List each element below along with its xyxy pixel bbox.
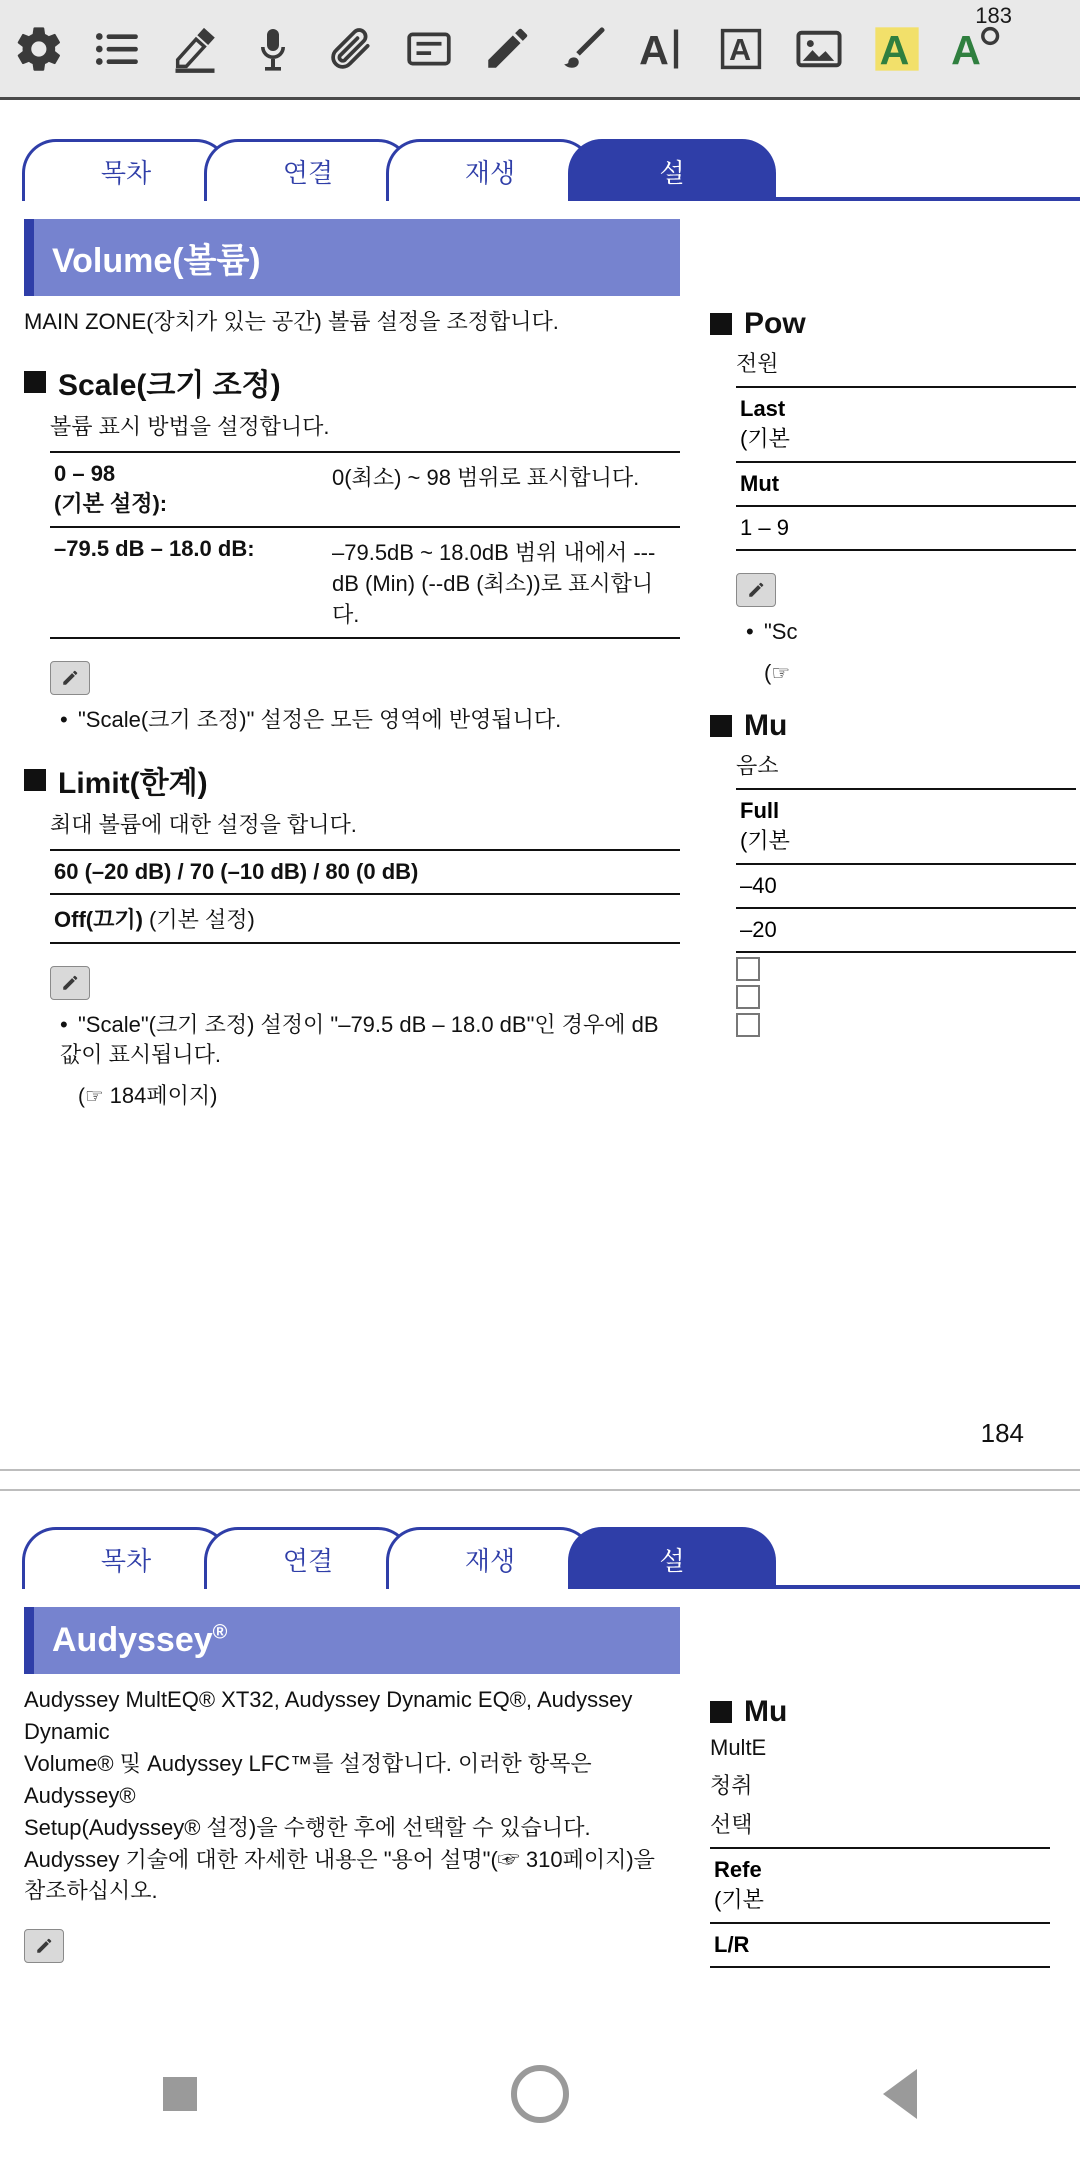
power-row2: Mut <box>736 462 1076 506</box>
tab-label: 연결 <box>282 1546 334 1577</box>
svg-text:A: A <box>951 26 981 73</box>
pencil-note-icon <box>50 661 90 695</box>
power-note <box>736 573 1080 689</box>
checkbox-1[interactable] <box>736 957 760 981</box>
scale-row2-key: –79.5 dB – 18.0 dB: <box>50 527 328 638</box>
heading-limit-label: Limit(한계) <box>58 766 208 800</box>
checkbox-3[interactable] <box>736 1013 760 1037</box>
heading-scale <box>24 360 680 404</box>
scale-note <box>50 661 680 736</box>
text-box-icon[interactable] <box>702 7 780 91</box>
table-row <box>710 1923 1050 1967</box>
list-icon[interactable] <box>78 7 156 91</box>
heading-mute <box>710 709 1080 743</box>
audyssey-intro-line-4: Audyssey 기술에 대한 자세한 내용은 "용어 설명"(☞ 310페이지)을 <box>24 1846 655 1872</box>
scale-row1-key <box>50 452 328 527</box>
pencil-note-icon <box>736 573 776 607</box>
power-note-text <box>746 617 1080 648</box>
android-navigation-bar <box>0 2028 1080 2160</box>
scale-row1-key-sub: (기본 설정) <box>54 490 160 516</box>
limit-note-line1: "Scale"(크기 조정) 설정이 "–79.5 dB – 18.0 dB"인 경우에 dB 값이 표시됩니다. <box>60 1011 659 1068</box>
heading-power <box>710 307 1080 341</box>
tab-connection[interactable] <box>204 139 412 201</box>
limit-row1-key: 60 (–20 dB) / 70 (–10 dB) / 80 (0 dB) <box>50 850 680 894</box>
power-row3: 1 – 9 <box>736 506 1076 550</box>
power-row1 <box>736 387 1076 462</box>
tab-playback-2[interactable] <box>386 1527 594 1589</box>
tab-label: 목차 <box>100 158 152 188</box>
document-page-185 <box>0 1509 1080 1969</box>
scale-options-table <box>50 451 680 639</box>
section-banner-audyssey <box>24 1607 680 1674</box>
audyssey-intro-line-1: Audyssey MultEQ® XT32, Audyssey Dynamic EQ®, Audyssey Dynamic <box>24 1687 633 1744</box>
limit-options-table <box>50 849 680 944</box>
scale-row1-value: 0(최소) ~ 98 범위로 표시합니다. <box>328 452 680 527</box>
heading-scale-label: Scale(크기 조정) <box>58 368 281 402</box>
image-icon[interactable] <box>780 7 858 91</box>
pencil-note-icon <box>50 966 90 1000</box>
table-row <box>50 894 680 943</box>
tab-label: 설 <box>659 158 685 188</box>
page-right-column <box>700 201 1080 1418</box>
document-page-184 <box>0 121 1080 1469</box>
section-banner-volume: Volume(볼륨) <box>24 219 680 296</box>
table-row <box>736 789 1076 864</box>
mute-options-table <box>736 788 1076 953</box>
tab-label: 연결 <box>282 158 334 188</box>
multeq-row2: L/R <box>710 1923 1050 1967</box>
volume-intro-text: MAIN ZONE(장치가 있는 공간) 볼륨 설정을 조정합니다. <box>24 309 559 334</box>
square-bullet-icon <box>24 769 46 791</box>
limit-row2-key-main: Off(끄기) <box>54 906 143 932</box>
page-tabs <box>0 121 1080 201</box>
right-col-spacer-2 <box>710 1589 1080 1675</box>
banner-label: Audyssey <box>52 1621 213 1660</box>
power-row1-key: Last <box>740 396 786 421</box>
scale-desc: 볼륨 표시 방법을 설정합니다. <box>50 413 330 439</box>
page-left-column <box>0 201 700 1418</box>
highlighter-icon[interactable] <box>156 7 234 91</box>
limit-note-ref <box>78 1081 680 1112</box>
square-bullet-icon <box>710 1701 732 1723</box>
power-desc: 전원 <box>736 351 779 376</box>
tab-playback[interactable] <box>386 139 594 201</box>
heading-multeq <box>710 1695 1080 1729</box>
table-row <box>50 850 680 894</box>
svg-text:A: A <box>729 33 751 67</box>
multeq-line-2: 청취 <box>710 1773 753 1799</box>
scale-note-label: "Scale(크기 조정)" 설정은 모든 영역에 반영됩니다. <box>78 706 562 732</box>
text-highlight-icon[interactable] <box>858 7 936 91</box>
svg-text:A: A <box>639 26 669 73</box>
tab-settings[interactable] <box>568 139 776 201</box>
text-style-icon[interactable] <box>936 2 1014 91</box>
audyssey-intro-line-2: Volume® 및 Audyssey LFC™를 설정합니다. 이러한 항목은 Audyssey® <box>24 1750 592 1808</box>
tab-toc[interactable] <box>22 139 230 201</box>
settings-gear-icon[interactable] <box>0 7 78 91</box>
tab-connection-2[interactable] <box>204 1527 412 1589</box>
square-bullet-icon <box>710 313 732 335</box>
page-separator <box>0 1469 1080 1491</box>
table-row <box>736 864 1076 908</box>
mute-row1-sub: (기본 <box>740 827 790 853</box>
power-options-table <box>736 386 1076 551</box>
limit-row2-key <box>50 894 680 943</box>
tab-label: 재생 <box>464 1546 516 1577</box>
table-row <box>50 452 680 527</box>
attachment-icon[interactable] <box>312 7 390 91</box>
table-row <box>736 462 1076 506</box>
pointing-hand-icon: (☞ <box>78 1085 110 1109</box>
limit-row2-key-sub: (기본 설정) <box>142 906 255 932</box>
right-col-spacer <box>710 201 1080 287</box>
multeq-line-3: 선택 <box>710 1812 753 1838</box>
bullet-dot: • <box>60 706 68 732</box>
brush-icon[interactable] <box>546 7 624 91</box>
page-tabs-2 <box>0 1509 1080 1589</box>
checkbox-2[interactable] <box>736 985 760 1009</box>
mute-row2: –40 <box>736 864 1076 908</box>
tab-label: 설 <box>659 1546 685 1577</box>
back-button[interactable] <box>840 2044 960 2144</box>
page-whitespace <box>24 1118 680 1418</box>
editor-toolbar <box>0 0 1080 100</box>
heading-limit <box>24 758 680 802</box>
scale-row1-key-main: 0 – 98 <box>54 460 116 486</box>
limit-note-line2: 184페이지) <box>109 1083 218 1109</box>
mute-desc: 음소 <box>736 752 779 778</box>
multeq-options-table <box>710 1847 1050 1968</box>
page2-left-column <box>0 1589 700 1969</box>
toolbar-badge: 183 <box>975 2 1012 28</box>
square-icon <box>163 2077 197 2111</box>
mute-row3: –20 <box>736 908 1076 952</box>
tab-label: 목차 <box>100 1546 152 1577</box>
scale-note-text <box>60 705 680 736</box>
microphone-icon[interactable] <box>234 7 312 91</box>
limit-desc: 최대 볼륨에 대한 설정을 합니다. <box>50 811 357 837</box>
pencil-note-icon <box>24 1929 64 1963</box>
power-note-ref-label: ( <box>764 659 772 685</box>
bullet-dot: • <box>746 619 754 644</box>
document-viewer[interactable] <box>0 103 1080 2028</box>
table-row <box>736 908 1076 952</box>
pen-icon[interactable] <box>468 7 546 91</box>
power-note-label: "Sc <box>764 619 798 644</box>
audyssey-intro-line-3: Setup(Audyssey® 설정)을 수행한 후에 선택할 수 있습니다. <box>24 1814 591 1840</box>
power-row1-sub: (기본 <box>740 426 790 451</box>
audyssey-note <box>24 1929 680 1963</box>
scale-row2-value: –79.5dB ~ 18.0dB 범위 내에서 ---dB (Min) (--dB (최소))로 표시합니다. <box>328 527 680 638</box>
scale-row1-key-suffix: : <box>159 490 168 516</box>
tab-label: 재생 <box>464 158 516 188</box>
mute-row1 <box>736 789 1076 864</box>
tab-toc-2[interactable] <box>22 1527 230 1589</box>
page2-right-column <box>700 1589 1080 1969</box>
home-button[interactable] <box>480 2044 600 2144</box>
page-number: 184 <box>980 1418 1024 1449</box>
table-row <box>736 387 1076 462</box>
limit-note <box>50 966 680 1112</box>
heading-multeq-label: Mu <box>744 1695 788 1729</box>
recent-apps-button[interactable] <box>120 2044 240 2144</box>
audyssey-intro <box>24 1684 680 1907</box>
multeq-row1 <box>710 1848 1050 1923</box>
audyssey-intro-line-5: 참조하십시오. <box>24 1878 158 1904</box>
table-row <box>736 506 1076 550</box>
table-row <box>710 1848 1050 1923</box>
tab-settings-2[interactable] <box>568 1527 776 1589</box>
limit-note-text <box>60 1010 680 1072</box>
banner-superscript: ® <box>212 1621 228 1644</box>
mute-row1-key: Full <box>740 797 780 823</box>
multeq-row1-sub: (기본 <box>714 1887 764 1913</box>
pointing-hand-icon: ☞ <box>771 661 791 685</box>
bullet-dot: • <box>60 1011 68 1037</box>
triangle-left-icon <box>883 2069 917 2119</box>
note-icon[interactable] <box>390 7 468 91</box>
text-cursor-icon[interactable] <box>624 7 702 91</box>
heading-power-label: Pow <box>744 307 806 340</box>
multeq-line-1: MultE <box>710 1735 767 1761</box>
power-note-ref <box>764 658 1080 689</box>
multeq-row1-key: Refe <box>714 1857 762 1883</box>
table-row <box>50 527 680 638</box>
heading-mute-label: Mu <box>744 708 788 742</box>
circle-icon <box>511 2065 569 2123</box>
svg-text:A: A <box>879 26 910 73</box>
square-bullet-icon <box>24 371 46 393</box>
square-bullet-icon <box>710 715 732 737</box>
